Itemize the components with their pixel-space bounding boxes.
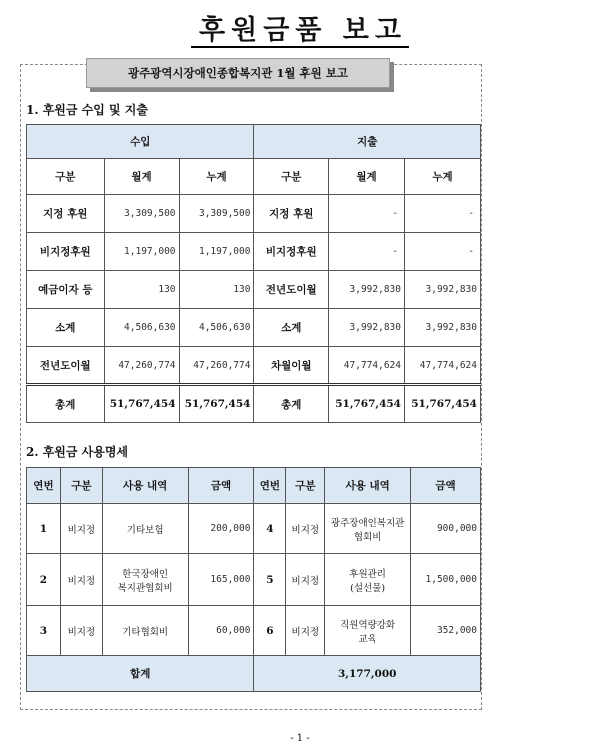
t1-row [27,347,481,385]
t2-amount: 1,500,000 [411,554,481,606]
t2-row [27,606,481,656]
t1-cell: 3,309,500 [179,195,254,233]
t1-total-cell: 51,767,454 [104,385,179,423]
t1-cell: 3,992,830 [405,271,481,309]
t1-cell: - [329,233,405,271]
t2-row [27,504,481,554]
t2-amount: 200,000 [188,504,254,554]
t2-column-header: 구분 [286,468,325,504]
t1-cell: - [405,233,481,271]
t1-row [27,271,481,309]
t1-cell: 47,260,774 [179,347,254,385]
t1-cell: - [405,195,481,233]
t2-column-header: 금액 [188,468,254,504]
t2-description: 기타협회비 [102,606,188,656]
t1-row-label: 전년도이월 [27,347,105,385]
t1-cell: 3,992,830 [329,309,405,347]
t1-column-header: 월계 [104,159,179,195]
t2-category: 비지정 [60,606,102,656]
t1-column-header: 구분 [27,159,105,195]
t1-total-row [27,385,481,423]
t2-seq: 5 [254,554,286,606]
t1-row-label: 비지정후원 [27,233,105,271]
t1-cell: 1,197,000 [104,233,179,271]
t1-cell: 1,197,000 [179,233,254,271]
page-title: 후원금품 보고 [0,8,600,47]
t2-category: 비지정 [286,606,325,656]
t2-row [27,554,481,606]
t1-cell: 4,506,630 [104,309,179,347]
t1-row [27,309,481,347]
t1-column-header: 누계 [405,159,481,195]
t1-cell: 3,992,830 [405,309,481,347]
t2-description: 후원관리 (설선물) [325,554,411,606]
t1-cell: - [329,195,405,233]
t2-column-header: 금액 [411,468,481,504]
t2-column-header: 구분 [60,468,102,504]
t1-column-header: 누계 [179,159,254,195]
t1-cell: 3,309,500 [104,195,179,233]
t1-cell: 47,774,624 [405,347,481,385]
t2-amount: 352,000 [411,606,481,656]
t1-row [27,195,481,233]
t1-cell: 130 [179,271,254,309]
section1-heading: 1. 후원금 수입 및 지출 [26,103,148,117]
expense-header: 지출 [254,125,481,159]
t2-amount: 900,000 [411,504,481,554]
t1-total-cell: 총계 [27,385,105,423]
t1-column-header: 월계 [329,159,405,195]
t2-description: 기타보험 [102,504,188,554]
t1-total-cell: 51,767,454 [179,385,254,423]
usage-total-label: 합계 [27,656,254,692]
t1-row-label: 예금이자 등 [27,271,105,309]
t1-row-label: 지정 후원 [254,195,329,233]
t2-seq: 4 [254,504,286,554]
t2-seq: 6 [254,606,286,656]
t2-category: 비지정 [286,504,325,554]
t1-column-header: 구분 [254,159,329,195]
t1-row [27,233,481,271]
t1-total-cell: 51,767,454 [405,385,481,423]
t1-cell: 47,260,774 [104,347,179,385]
t1-row-label: 소계 [27,309,105,347]
t1-row-label: 지정 후원 [27,195,105,233]
income-header: 수입 [27,125,254,159]
t2-seq: 3 [27,606,61,656]
t2-column-header: 연번 [27,468,61,504]
t2-seq: 2 [27,554,61,606]
t1-row-label: 전년도이월 [254,271,329,309]
t2-category: 비지정 [60,504,102,554]
t1-row-label: 차월이월 [254,347,329,385]
t2-category: 비지정 [60,554,102,606]
usage-table [26,467,481,692]
t1-row-label: 비지정후원 [254,233,329,271]
t1-total-cell: 51,767,454 [329,385,405,423]
usage-total-value: 3,177,000 [254,656,481,692]
t1-total-cell: 총계 [254,385,329,423]
t2-amount: 165,000 [188,554,254,606]
income-expense-table [26,124,481,423]
section2-heading: 2. 후원금 사용명세 [26,445,129,459]
t2-seq: 1 [27,504,61,554]
report-banner: 광주광역시장애인종합복지관 1월 후원 보고 [86,58,390,88]
t1-cell: 4,506,630 [179,309,254,347]
t1-cell: 130 [104,271,179,309]
t2-column-header: 연번 [254,468,286,504]
t1-cell: 3,992,830 [329,271,405,309]
page-number: - 1 - [290,733,310,744]
t1-row-label: 소계 [254,309,329,347]
t2-category: 비지정 [286,554,325,606]
t2-column-header: 사용 내역 [102,468,188,504]
t2-column-header: 사용 내역 [325,468,411,504]
t2-description: 광주장애인복지관 협회비 [325,504,411,554]
t2-description: 직원역량강화 교육 [325,606,411,656]
t2-description: 한국장애인 복지관협회비 [102,554,188,606]
t2-amount: 60,000 [188,606,254,656]
t1-cell: 47,774,624 [329,347,405,385]
